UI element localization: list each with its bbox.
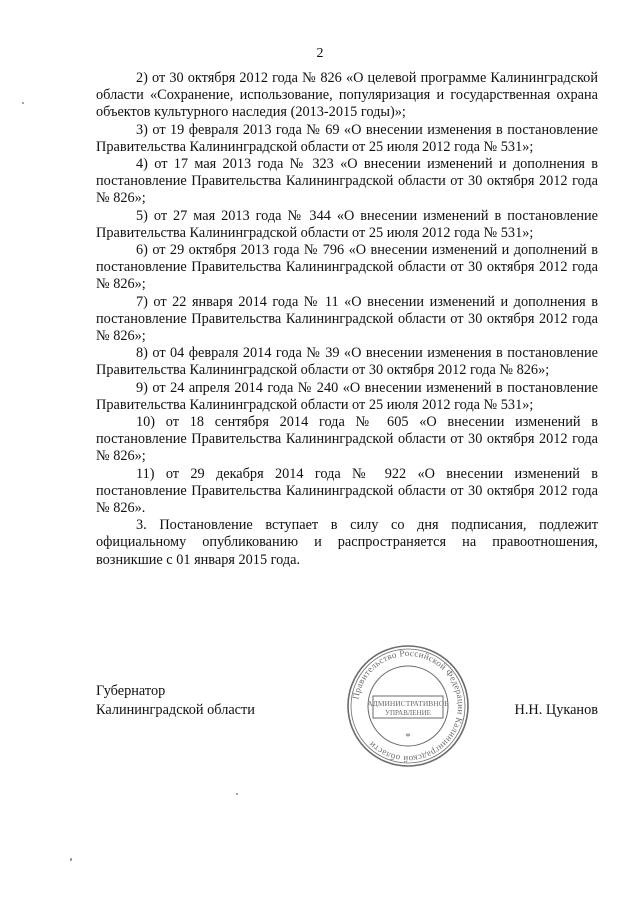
list-item: 3) от 19 февраля 2013 года № 69 «О внесении изменения в постановление Правительства Калининградской области от 25 июля 2012 года № 531»; <box>96 121 598 155</box>
list-item: 9) от 24 апреля 2014 года № 240 «О внесении изменений в постановление Правительства Калининградской области от 25 июля 2012 года № 531»; <box>96 379 598 413</box>
official-seal <box>346 644 470 768</box>
list-item: 8) от 04 февраля 2014 года № 39 «О внесении изменения в постановление Правительства Калининградской области от 30 октября 2012 года № 826»; <box>96 345 598 379</box>
scan-speck <box>236 793 238 795</box>
page-number: 2 <box>316 46 324 61</box>
seal-inner-line2: УПРАВЛЕНИЕ <box>385 709 431 717</box>
list-item: 7) от 22 января 2014 года № 11 «О внесении изменений и дополнения в постановление Правительства Калининградской области от 30 октября 2012 года № 826»; <box>96 293 598 345</box>
list-item: 4) от 17 мая 2013 года № 323 «О внесении изменений и дополнения в постановление Правительства Калининградской области от 30 октября 2012 года № 826»; <box>96 156 598 207</box>
seal-icon <box>346 644 470 768</box>
seal-inner-line1: АДМИНИСТРАТИВНОЕ <box>367 699 449 708</box>
seal-outer-text: Правительство Российской Федерации Калининградской области <box>350 647 467 765</box>
list-item: 5) от 27 мая 2013 года № 344 «О внесении изменений в постановление Правительства Калининградской области от 25 июля 2012 года № 531»; <box>96 207 598 241</box>
list-item: 10) от 18 сентября 2014 года № 605 «О внесении изменений в постановление Правительства Калининградской области от 30 октября 2012 года № 826»; <box>96 414 598 465</box>
list-item: 11) от 29 декабря 2014 года № 922 «О внесении изменений в постановление Правительства Калининградской области от 30 октября 2012 года № 826». <box>96 465 598 517</box>
document-body <box>96 70 598 569</box>
scan-speck <box>22 102 24 104</box>
seal-star: * <box>405 731 411 743</box>
scan-speck <box>70 858 72 861</box>
effective-date-clause: 3. Постановление вступает в силу со дня подписания, подлежит официальному опубликованию и распространяется на правоотношения, возникшие с 01 января 2015 года. <box>96 517 598 568</box>
governor-name: Н.Н. Цуканов <box>514 702 598 718</box>
list-item: 6) от 29 октября 2013 года № 796 «О внесении изменений и дополнений в постановление Правительства Калининградской области от 30 октября 2012 года № 826»; <box>96 242 598 293</box>
governor-title-line2: Калининградской области <box>96 702 255 718</box>
governor-title-line1: Губернатор <box>96 683 166 699</box>
list-item: 2) от 30 октября 2012 года № 826 «О целевой программе Калининградской области «Сохранение, использование, популяризация и государственная охрана объектов культурного наследия (2013-2015 годы)»; <box>96 70 598 121</box>
governor-title <box>96 682 255 720</box>
